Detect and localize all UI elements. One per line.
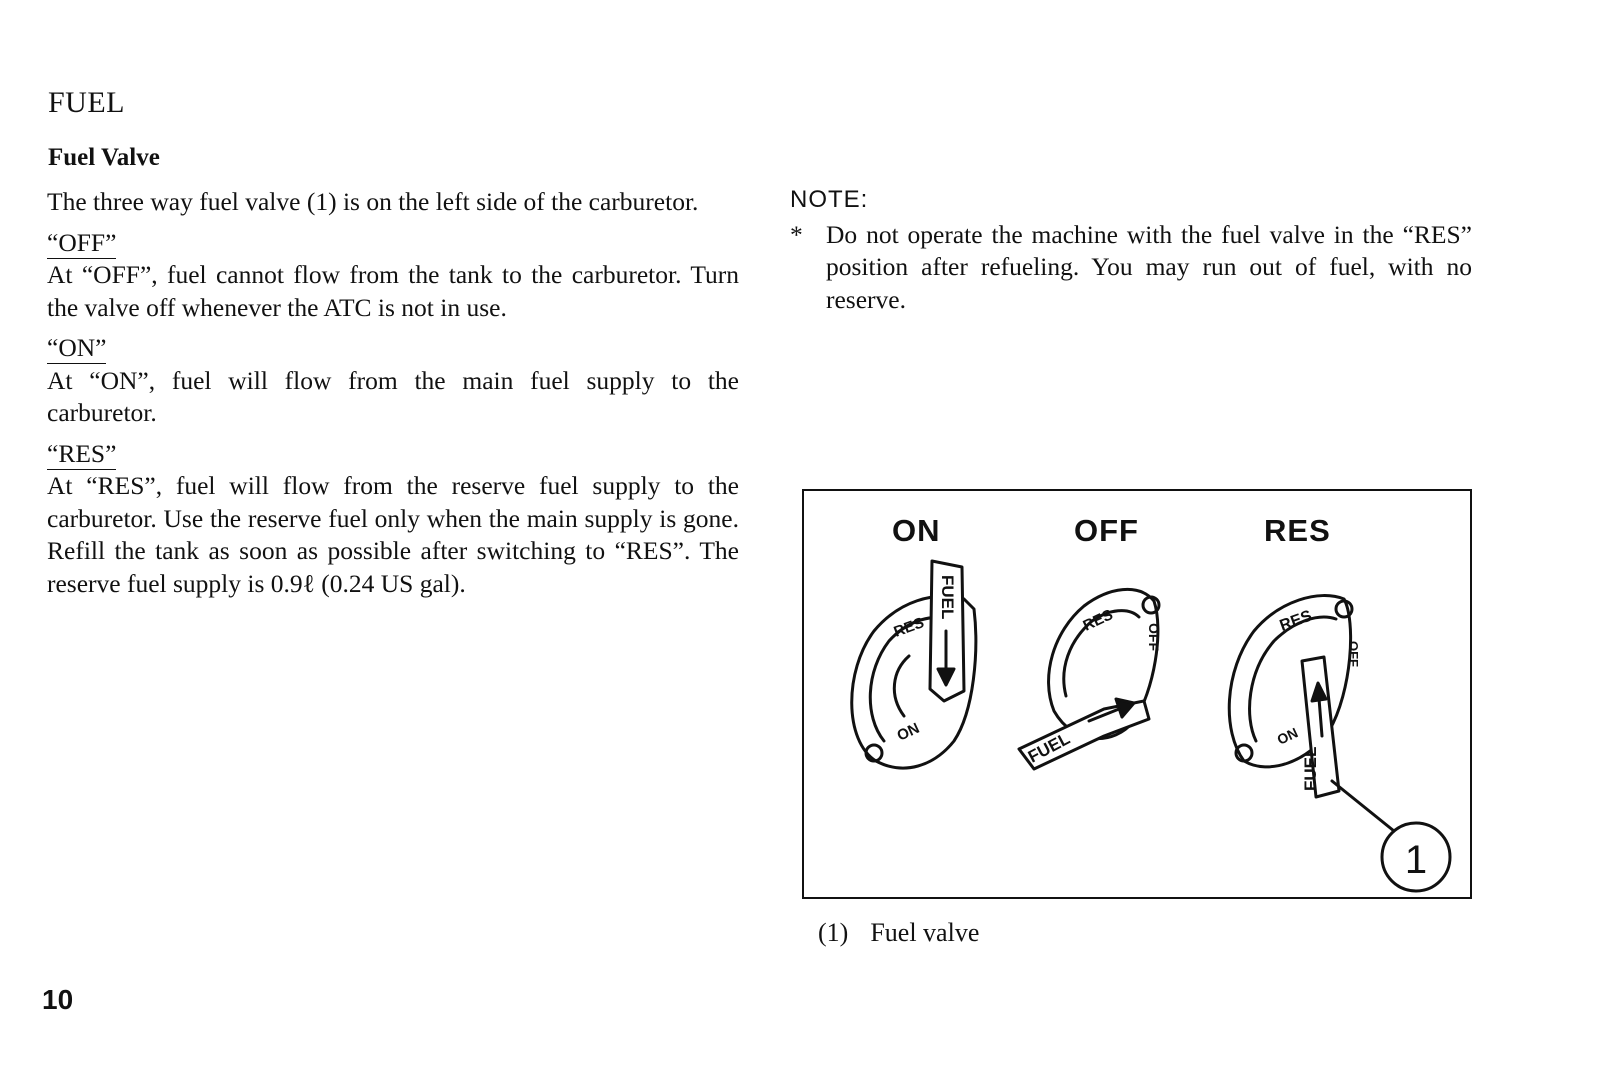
valve-res-on-mark: ON (1274, 724, 1301, 748)
page-number: 10 (42, 984, 74, 1015)
note-text: Do not operate the machine with the fuel valve in the “RES” position after refueling. You may run out of fuel, with no reserve. (826, 219, 1472, 314)
valve-res-off-mark: OFF (1346, 641, 1361, 667)
valve-off-drawing (1019, 589, 1162, 769)
position-res (47, 438, 739, 601)
callout-number: 1 (1404, 838, 1428, 882)
valve-on-on-mark: ON (894, 719, 923, 745)
position-off-heading: “OFF” (47, 227, 117, 257)
valve-on-drawing (852, 561, 976, 768)
note-item (790, 219, 1472, 317)
note (790, 184, 1472, 316)
figure-label-res: RES (1264, 513, 1331, 548)
position-on (47, 332, 739, 430)
fuel-valve-illustration (804, 491, 1470, 897)
position-res-text: At “RES”, fuel will flow from the reserve fuel supply to the carburetor. Use the reserve fuel only when the main supply is gone. Refill the tank as soon as possible after switching to “RES”. The reserve fuel supply is 0.9ℓ (0.24 US gal). (47, 471, 739, 598)
position-off (47, 227, 739, 325)
caption-text: Fuel valve (870, 918, 980, 947)
position-on-heading: “ON” (47, 333, 107, 362)
valve-off-off-mark: OFF (1146, 623, 1162, 651)
section-title: FUEL (48, 86, 125, 119)
valve-on-fuel-mark: FUEL (938, 575, 957, 620)
valve-on-res-mark: RES (891, 614, 927, 641)
valve-res-fuel-mark: FUEL (1301, 746, 1320, 791)
valve-off-res-mark: RES (1080, 606, 1116, 635)
figure-label-off: OFF (1074, 513, 1139, 548)
position-on-text: At “ON”, fuel will flow from the main fuel supply to the carburetor. (47, 365, 739, 427)
figure-caption (818, 918, 979, 948)
body-text (47, 186, 739, 608)
valve-off-fuel-mark: FUEL (1024, 728, 1074, 767)
position-off-text: At “OFF”, fuel cannot flow from the tank to the carburetor. Turn the valve off whenever the ATC is not in use. (47, 260, 739, 322)
fuel-valve-figure (802, 489, 1472, 899)
intro-paragraph: The three way fuel valve (1) is on the left side of the carburetor. (47, 187, 699, 216)
subsection-title: Fuel Valve (48, 144, 160, 171)
caption-number: (1) (818, 918, 849, 947)
figure-label-on: ON (892, 513, 941, 548)
note-bullet: * (790, 219, 803, 249)
position-res-heading: “RES” (47, 438, 117, 468)
note-label: NOTE: (790, 186, 869, 213)
valve-res-res-mark: RES (1277, 607, 1315, 635)
